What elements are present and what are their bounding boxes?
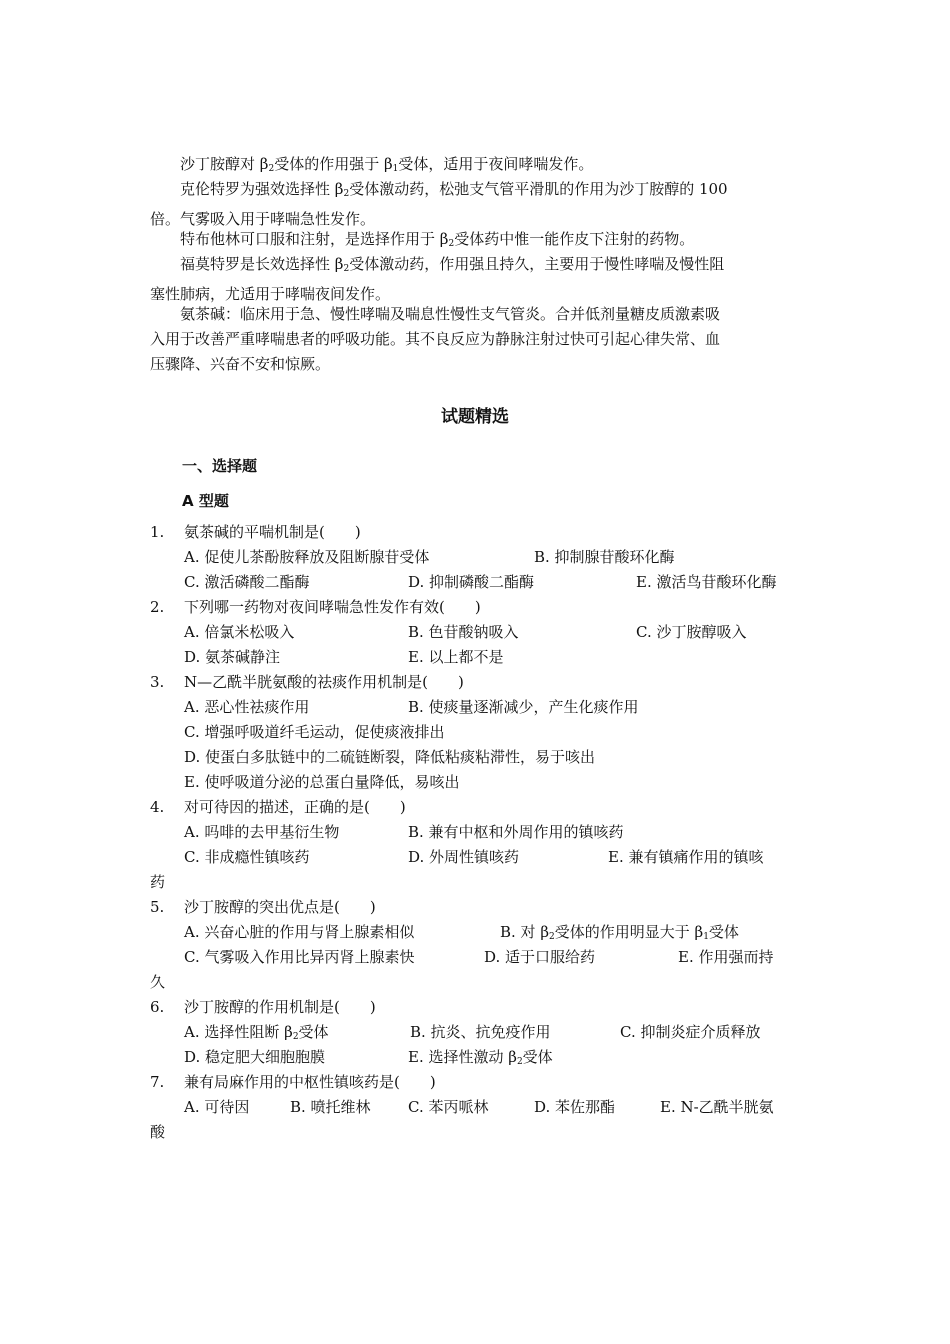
question-stem: 氨茶碱的平喘机制是( ) <box>184 523 361 541</box>
question-4 <box>150 795 810 895</box>
question-number: 3. <box>150 673 165 691</box>
question-5 <box>150 895 810 995</box>
option-d: D. 适于口服给药 <box>484 948 596 966</box>
option-e: E. 兼有镇痛作用的镇咳 <box>608 848 764 866</box>
option-c: C. 苯丙哌林 <box>408 1098 489 1116</box>
question-stem: 兼有局麻作用的中枢性镇咳药是( ) <box>184 1073 436 1091</box>
option-e: E. 激活鸟苷酸环化酶 <box>636 573 777 591</box>
intro-paragraph-2: 克伦特罗为强效选择性 $\beta_2$受体激动药，松弛支气管平滑肌的作用为沙丁胺醇的 100 倍。气雾吸入用于哮喘急性发作。 <box>150 180 728 228</box>
option-c: C. 抑制炎症介质释放 <box>620 1023 761 1041</box>
question-number: 4. <box>150 798 165 816</box>
question-6 <box>150 995 810 1070</box>
option-e: E. 作用强而持 <box>678 948 774 966</box>
option-d: D. 苯佐那酯 <box>534 1098 616 1116</box>
option-e: E. 使呼吸道分泌的总蛋白量降低，易咳出 <box>184 773 460 791</box>
question-3 <box>150 670 810 795</box>
option-d: D. 外周性镇咳药 <box>408 848 520 866</box>
option-e: E. 以上都不是 <box>408 648 504 666</box>
intro-paragraph-4: 福莫特罗是长效选择性 $\beta_2$受体激动药，作用强且持久，主要用于慢性哮喘及慢性阻 塞性肺病，尤适用于哮喘夜间发作。 <box>150 255 725 303</box>
question-number: 7. <box>150 1073 165 1091</box>
heading-type-a: A 型题 <box>182 492 229 510</box>
option-b: B. 抗炎、抗免疫作用 <box>410 1023 551 1041</box>
option-d: D. 抑制磷酸二酯酶 <box>408 573 535 591</box>
option-c: C. 激活磷酸二酯酶 <box>184 573 310 591</box>
option-c: C. 非成瘾性镇咳药 <box>184 848 310 866</box>
option-e-wrap: 酸 <box>150 1123 166 1141</box>
option-b: B. 色苷酸钠吸入 <box>408 623 519 641</box>
option-e: E. 选择性激动 $\beta_2$受体 <box>408 1048 553 1067</box>
option-b: B. 使痰量逐渐减少，产生化痰作用 <box>408 698 639 716</box>
question-number: 1. <box>150 523 165 541</box>
option-d: D. 稳定肥大细胞胞膜 <box>184 1048 326 1066</box>
option-a: A. 倍氯米松吸入 <box>184 623 295 641</box>
intro-paragraph-1: 沙丁胺醇对 $\beta_2$受体的作用强于 $\beta_1$受体，适用于夜间哮喘发作。 <box>180 155 594 174</box>
option-e-wrap: 久 <box>150 973 166 991</box>
option-c: C. 增强呼吸道纤毛运动，促使痰液排出 <box>184 723 445 741</box>
question-7 <box>150 1070 810 1145</box>
section-title: 试题精选 <box>441 407 509 427</box>
option-a: A. 促使儿茶酚胺释放及阻断腺苷受体 <box>184 548 430 566</box>
option-a: A. 恶心性祛痰作用 <box>184 698 310 716</box>
question-2 <box>150 595 810 670</box>
option-a: A. 可待因 <box>184 1098 250 1116</box>
question-number: 2. <box>150 598 165 616</box>
question-stem: 对可待因的描述，正确的是( ) <box>184 798 406 816</box>
question-stem: 沙丁胺醇的作用机制是( ) <box>184 998 376 1016</box>
question-stem: 沙丁胺醇的突出优点是( ) <box>184 898 376 916</box>
option-d: D. 使蛋白多肽链中的二硫链断裂，降低粘痰粘滞性，易于咳出 <box>184 748 596 766</box>
heading-choice-questions: 一、选择题 <box>182 457 258 475</box>
intro-paragraph-3: 特布他林可口服和注射，是选择作用于 $\beta_2$受体药中惟一能作皮下注射的药物。 <box>180 230 695 249</box>
question-1 <box>150 520 810 595</box>
option-a: A. 兴奋心脏的作用与肾上腺素相似 <box>184 923 415 941</box>
option-b: B. 抑制腺苷酸环化酶 <box>534 548 675 566</box>
question-number: 6. <box>150 998 165 1016</box>
option-b: B. 兼有中枢和外周作用的镇咳药 <box>408 823 624 841</box>
option-d: D. 氨茶碱静注 <box>184 648 281 666</box>
option-c: C. 沙丁胺醇吸入 <box>636 623 747 641</box>
option-e: E. N-乙酰半胱氨 <box>660 1098 774 1116</box>
question-number: 5. <box>150 898 165 916</box>
option-b: B. 对 $\beta_2$受体的作用明显大于 $\beta_1$受体 <box>500 923 739 942</box>
question-stem: 下列哪一药物对夜间哮喘急性发作有效( ) <box>184 598 481 616</box>
option-b: B. 喷托维林 <box>290 1098 371 1116</box>
question-stem: N—乙酰半胱氨酸的祛痰作用机制是( ) <box>184 673 464 691</box>
option-e-wrap: 药 <box>150 873 166 891</box>
option-a: A. 选择性阻断 $\beta_2$受体 <box>184 1023 329 1042</box>
option-c: C. 气雾吸入作用比异丙肾上腺素快 <box>184 948 415 966</box>
intro-paragraph-5: 氨茶碱：临床用于急、慢性哮喘及喘息性慢性支气管炎。合并低剂量糖皮质激素吸 入用于改善严重哮喘患者的呼吸功能。其不良反应为静脉注射过快可引起心律失常、血 压骤降、兴奋不安和惊厥。 <box>150 305 721 373</box>
option-a: A. 吗啡的去甲基衍生物 <box>184 823 340 841</box>
